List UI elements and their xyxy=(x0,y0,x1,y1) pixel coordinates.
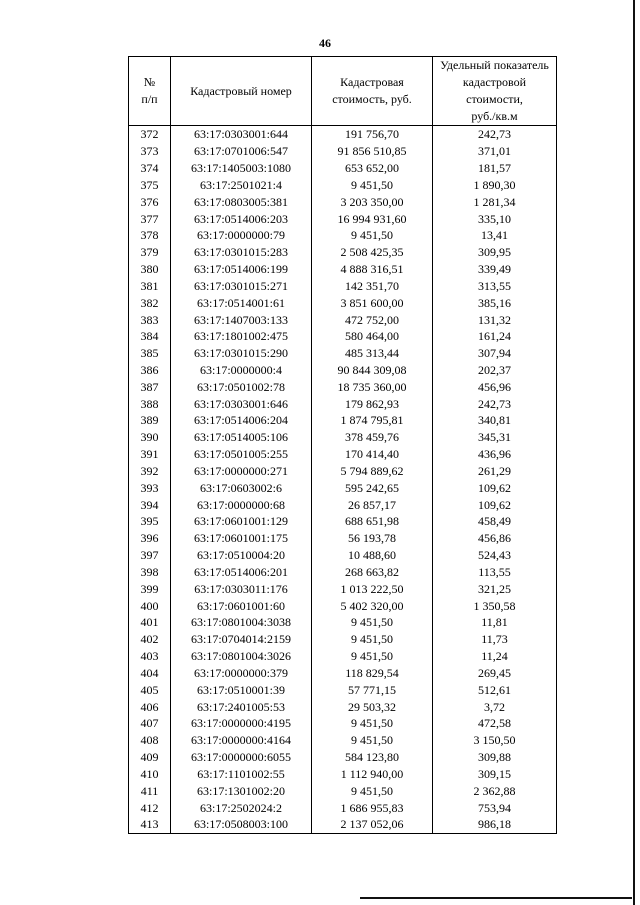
row-number-cell: 404 xyxy=(129,665,171,682)
cadastral-value-cell: 179 862,93 xyxy=(312,395,433,412)
cadastral-number-cell: 63:17:0303001:646 xyxy=(171,395,312,412)
row-number-cell: 391 xyxy=(129,446,171,463)
specific-indicator-cell: 1 281,34 xyxy=(433,193,557,210)
cadastral-value-cell: 191 756,70 xyxy=(312,126,433,143)
table-row xyxy=(129,345,557,362)
table-row xyxy=(129,547,557,564)
specific-indicator-cell: 11,24 xyxy=(433,648,557,665)
cadastral-value-cell: 378 459,76 xyxy=(312,429,433,446)
row-number-cell: 412 xyxy=(129,799,171,816)
table-row xyxy=(129,395,557,412)
cadastral-number-cell: 63:17:0603002:6 xyxy=(171,479,312,496)
row-number-cell: 375 xyxy=(129,176,171,193)
table-row xyxy=(129,261,557,278)
row-number-cell: 395 xyxy=(129,513,171,530)
table-row xyxy=(129,665,557,682)
cadastral-value-cell: 3 203 350,00 xyxy=(312,193,433,210)
cadastral-value-cell: 9 451,50 xyxy=(312,782,433,799)
cadastral-number-cell: 63:17:0601001:129 xyxy=(171,513,312,530)
specific-indicator-cell: 340,81 xyxy=(433,412,557,429)
specific-indicator-cell: 371,01 xyxy=(433,143,557,160)
row-number-cell: 379 xyxy=(129,244,171,261)
cadastral-number-cell: 63:17:2502024:2 xyxy=(171,799,312,816)
cadastral-value-cell: 688 651,98 xyxy=(312,513,433,530)
row-number-cell: 406 xyxy=(129,698,171,715)
table-row xyxy=(129,496,557,513)
cadastral-number-cell: 63:17:0704014:2159 xyxy=(171,631,312,648)
page-number: 46 xyxy=(319,36,331,50)
cadastral-number-cell: 63:17:0514006:204 xyxy=(171,412,312,429)
cadastral-value-cell: 268 663,82 xyxy=(312,564,433,581)
cadastral-value-cell: 1 013 222,50 xyxy=(312,580,433,597)
row-number-cell: 398 xyxy=(129,564,171,581)
cadastral-number-cell: 63:17:0301015:271 xyxy=(171,277,312,294)
specific-indicator-cell: 1 350,58 xyxy=(433,597,557,614)
row-number-cell: 403 xyxy=(129,648,171,665)
header-num xyxy=(129,57,171,126)
specific-indicator-cell: 472,58 xyxy=(433,715,557,732)
specific-indicator-cell: 339,49 xyxy=(433,261,557,278)
table-row xyxy=(129,564,557,581)
table-body xyxy=(129,126,557,834)
row-number-cell: 390 xyxy=(129,429,171,446)
cadastral-number-cell: 63:17:0000000:4164 xyxy=(171,732,312,749)
specific-indicator-cell: 261,29 xyxy=(433,463,557,480)
row-number-cell: 393 xyxy=(129,479,171,496)
table-row xyxy=(129,732,557,749)
header-line: руб./кв.м xyxy=(471,109,518,123)
specific-indicator-cell: 986,18 xyxy=(433,816,557,833)
table-row xyxy=(129,580,557,597)
row-number-cell: 408 xyxy=(129,732,171,749)
cadastral-value-cell: 26 857,17 xyxy=(312,496,433,513)
row-number-cell: 392 xyxy=(129,463,171,480)
table-row xyxy=(129,378,557,395)
table-row xyxy=(129,597,557,614)
cadastral-number-cell: 63:17:0303011:176 xyxy=(171,580,312,597)
cadastral-value-cell: 1 112 940,00 xyxy=(312,765,433,782)
row-number-cell: 411 xyxy=(129,782,171,799)
row-number-cell: 394 xyxy=(129,496,171,513)
cadastral-number-cell: 63:17:0514006:201 xyxy=(171,564,312,581)
specific-indicator-cell: 109,62 xyxy=(433,496,557,513)
table-row xyxy=(129,715,557,732)
specific-indicator-cell: 181,57 xyxy=(433,160,557,177)
cadastral-value-cell: 4 888 316,51 xyxy=(312,261,433,278)
cadastral-value-cell: 584 123,80 xyxy=(312,749,433,766)
cadastral-value-cell: 5 794 889,62 xyxy=(312,463,433,480)
header-cadastral-number xyxy=(171,57,312,126)
row-number-cell: 378 xyxy=(129,227,171,244)
table-row xyxy=(129,160,557,177)
cadastral-value-cell: 9 451,50 xyxy=(312,614,433,631)
cadastral-table-container xyxy=(128,56,556,834)
cadastral-number-cell: 63:17:0803005:381 xyxy=(171,193,312,210)
header-line: кадастровой xyxy=(462,75,527,89)
cadastral-value-cell: 56 193,78 xyxy=(312,530,433,547)
row-number-cell: 373 xyxy=(129,143,171,160)
specific-indicator-cell: 458,49 xyxy=(433,513,557,530)
row-number-cell: 382 xyxy=(129,294,171,311)
table-row xyxy=(129,513,557,530)
cadastral-value-cell: 16 994 931,60 xyxy=(312,210,433,227)
cadastral-value-cell: 9 451,50 xyxy=(312,227,433,244)
row-number-cell: 399 xyxy=(129,580,171,597)
row-number-cell: 377 xyxy=(129,210,171,227)
row-number-cell: 383 xyxy=(129,311,171,328)
cadastral-number-cell: 63:17:2501021:4 xyxy=(171,176,312,193)
header-cadastral-value xyxy=(312,57,433,126)
table-row xyxy=(129,799,557,816)
row-number-cell: 380 xyxy=(129,261,171,278)
specific-indicator-cell: 109,62 xyxy=(433,479,557,496)
row-number-cell: 389 xyxy=(129,412,171,429)
cadastral-number-cell: 63:17:0000000:4 xyxy=(171,362,312,379)
cadastral-value-cell: 91 856 510,85 xyxy=(312,143,433,160)
cadastral-value-cell: 57 771,15 xyxy=(312,681,433,698)
table-row xyxy=(129,328,557,345)
cadastral-value-cell: 3 851 600,00 xyxy=(312,294,433,311)
specific-indicator-cell: 242,73 xyxy=(433,126,557,143)
cadastral-value-cell: 595 242,65 xyxy=(312,479,433,496)
header-specific-indicator xyxy=(433,57,557,126)
row-number-cell: 402 xyxy=(129,631,171,648)
cadastral-number-cell: 63:17:2401005:53 xyxy=(171,698,312,715)
row-number-cell: 400 xyxy=(129,597,171,614)
specific-indicator-cell: 131,32 xyxy=(433,311,557,328)
cadastral-value-cell: 118 829,54 xyxy=(312,665,433,682)
row-number-cell: 409 xyxy=(129,749,171,766)
specific-indicator-cell: 309,88 xyxy=(433,749,557,766)
specific-indicator-cell: 269,45 xyxy=(433,665,557,682)
cadastral-number-cell: 63:17:1101002:55 xyxy=(171,765,312,782)
cadastral-value-cell: 9 451,50 xyxy=(312,732,433,749)
cadastral-number-cell: 63:17:0514006:199 xyxy=(171,261,312,278)
row-number-cell: 386 xyxy=(129,362,171,379)
row-number-cell: 376 xyxy=(129,193,171,210)
table-row xyxy=(129,210,557,227)
cadastral-number-cell: 63:17:0501002:78 xyxy=(171,378,312,395)
cadastral-number-cell: 63:17:0301015:283 xyxy=(171,244,312,261)
cadastral-value-cell: 170 414,40 xyxy=(312,446,433,463)
row-number-cell: 374 xyxy=(129,160,171,177)
specific-indicator-cell: 113,55 xyxy=(433,564,557,581)
scan-edge-bottom xyxy=(360,897,632,899)
specific-indicator-cell: 456,96 xyxy=(433,378,557,395)
cadastral-value-cell: 142 351,70 xyxy=(312,277,433,294)
specific-indicator-cell: 524,43 xyxy=(433,547,557,564)
specific-indicator-cell: 1 890,30 xyxy=(433,176,557,193)
row-number-cell: 401 xyxy=(129,614,171,631)
row-number-cell: 388 xyxy=(129,395,171,412)
cadastral-number-cell: 63:17:1407003:133 xyxy=(171,311,312,328)
cadastral-value-cell: 1 874 795,81 xyxy=(312,412,433,429)
cadastral-value-cell: 2 137 052,06 xyxy=(312,816,433,833)
cadastral-number-cell: 63:17:0601001:60 xyxy=(171,597,312,614)
table-row xyxy=(129,530,557,547)
specific-indicator-cell: 753,94 xyxy=(433,799,557,816)
cadastral-number-cell: 63:17:0514006:203 xyxy=(171,210,312,227)
cadastral-value-table xyxy=(128,56,557,834)
table-row xyxy=(129,193,557,210)
specific-indicator-cell: 202,37 xyxy=(433,362,557,379)
table-row xyxy=(129,479,557,496)
row-number-cell: 405 xyxy=(129,681,171,698)
table-row xyxy=(129,614,557,631)
table-row xyxy=(129,446,557,463)
cadastral-value-cell: 9 451,50 xyxy=(312,631,433,648)
cadastral-value-cell: 18 735 360,00 xyxy=(312,378,433,395)
specific-indicator-cell: 13,41 xyxy=(433,227,557,244)
table-row xyxy=(129,816,557,833)
row-number-cell: 397 xyxy=(129,547,171,564)
table-row xyxy=(129,749,557,766)
table-row xyxy=(129,362,557,379)
cadastral-value-cell: 472 752,00 xyxy=(312,311,433,328)
table-row xyxy=(129,176,557,193)
cadastral-number-cell: 63:17:0514005:106 xyxy=(171,429,312,446)
cadastral-number-cell: 63:17:0801004:3038 xyxy=(171,614,312,631)
row-number-cell: 413 xyxy=(129,816,171,833)
specific-indicator-cell: 321,25 xyxy=(433,580,557,597)
cadastral-value-cell: 10 488,60 xyxy=(312,547,433,564)
cadastral-value-cell: 29 503,32 xyxy=(312,698,433,715)
row-number-cell: 410 xyxy=(129,765,171,782)
header-line: Кадастровая xyxy=(340,75,404,89)
cadastral-number-cell: 63:17:0000000:379 xyxy=(171,665,312,682)
row-number-cell: 381 xyxy=(129,277,171,294)
specific-indicator-cell: 436,96 xyxy=(433,446,557,463)
cadastral-value-cell: 5 402 320,00 xyxy=(312,597,433,614)
table-row xyxy=(129,631,557,648)
header-line: стоимости, xyxy=(466,92,523,106)
cadastral-number-cell: 63:17:0514001:61 xyxy=(171,294,312,311)
cadastral-value-cell: 653 652,00 xyxy=(312,160,433,177)
cadastral-value-cell: 9 451,50 xyxy=(312,176,433,193)
table-row xyxy=(129,244,557,261)
specific-indicator-cell: 313,55 xyxy=(433,277,557,294)
table-row xyxy=(129,277,557,294)
table-row xyxy=(129,294,557,311)
table-row xyxy=(129,412,557,429)
specific-indicator-cell: 242,73 xyxy=(433,395,557,412)
header-line: п/п xyxy=(141,92,158,106)
table-row xyxy=(129,681,557,698)
row-number-cell: 387 xyxy=(129,378,171,395)
cadastral-number-cell: 63:17:0000000:68 xyxy=(171,496,312,513)
row-number-cell: 372 xyxy=(129,126,171,143)
specific-indicator-cell: 3,72 xyxy=(433,698,557,715)
table-row xyxy=(129,648,557,665)
cadastral-number-cell: 63:17:0000000:6055 xyxy=(171,749,312,766)
cadastral-number-cell: 63:17:0508003:100 xyxy=(171,816,312,833)
header-line: стоимость, руб. xyxy=(332,92,412,106)
table-row xyxy=(129,227,557,244)
specific-indicator-cell: 309,15 xyxy=(433,765,557,782)
specific-indicator-cell: 345,31 xyxy=(433,429,557,446)
cadastral-value-cell: 485 313,44 xyxy=(312,345,433,362)
cadastral-number-cell: 63:17:0701006:547 xyxy=(171,143,312,160)
table-row xyxy=(129,698,557,715)
cadastral-number-cell: 63:17:0000000:271 xyxy=(171,463,312,480)
table-row xyxy=(129,429,557,446)
specific-indicator-cell: 385,16 xyxy=(433,294,557,311)
row-number-cell: 407 xyxy=(129,715,171,732)
row-number-cell: 396 xyxy=(129,530,171,547)
header-line: № xyxy=(143,75,156,89)
cadastral-number-cell: 63:17:0303001:644 xyxy=(171,126,312,143)
header-line: Кадастровый номер xyxy=(190,83,292,98)
cadastral-number-cell: 63:17:0510001:39 xyxy=(171,681,312,698)
table-header-row xyxy=(129,57,557,126)
specific-indicator-cell: 3 150,50 xyxy=(433,732,557,749)
table-row xyxy=(129,311,557,328)
cadastral-number-cell: 63:17:0000000:4195 xyxy=(171,715,312,732)
header-line: Удельный показатель xyxy=(440,58,549,72)
cadastral-value-cell: 9 451,50 xyxy=(312,648,433,665)
specific-indicator-cell: 2 362,88 xyxy=(433,782,557,799)
specific-indicator-cell: 307,94 xyxy=(433,345,557,362)
cadastral-number-cell: 63:17:0501005:255 xyxy=(171,446,312,463)
cadastral-value-cell: 580 464,00 xyxy=(312,328,433,345)
table-row xyxy=(129,463,557,480)
cadastral-number-cell: 63:17:0301015:290 xyxy=(171,345,312,362)
cadastral-value-cell: 2 508 425,35 xyxy=(312,244,433,261)
cadastral-number-cell: 63:17:0801004:3026 xyxy=(171,648,312,665)
row-number-cell: 385 xyxy=(129,345,171,362)
table-row xyxy=(129,765,557,782)
cadastral-number-cell: 63:17:0510004:20 xyxy=(171,547,312,564)
cadastral-number-cell: 63:17:1801002:475 xyxy=(171,328,312,345)
cadastral-number-cell: 63:17:0000000:79 xyxy=(171,227,312,244)
cadastral-value-cell: 90 844 309,08 xyxy=(312,362,433,379)
scan-edge-right xyxy=(633,0,635,905)
specific-indicator-cell: 161,24 xyxy=(433,328,557,345)
row-number-cell: 384 xyxy=(129,328,171,345)
table-row xyxy=(129,782,557,799)
specific-indicator-cell: 512,61 xyxy=(433,681,557,698)
specific-indicator-cell: 11,73 xyxy=(433,631,557,648)
specific-indicator-cell: 335,10 xyxy=(433,210,557,227)
table-row xyxy=(129,143,557,160)
specific-indicator-cell: 309,95 xyxy=(433,244,557,261)
cadastral-number-cell: 63:17:0601001:175 xyxy=(171,530,312,547)
table-row xyxy=(129,126,557,143)
specific-indicator-cell: 11,81 xyxy=(433,614,557,631)
cadastral-value-cell: 1 686 955,83 xyxy=(312,799,433,816)
cadastral-number-cell: 63:17:1301002:20 xyxy=(171,782,312,799)
cadastral-value-cell: 9 451,50 xyxy=(312,715,433,732)
specific-indicator-cell: 456,86 xyxy=(433,530,557,547)
cadastral-number-cell: 63:17:1405003:1080 xyxy=(171,160,312,177)
